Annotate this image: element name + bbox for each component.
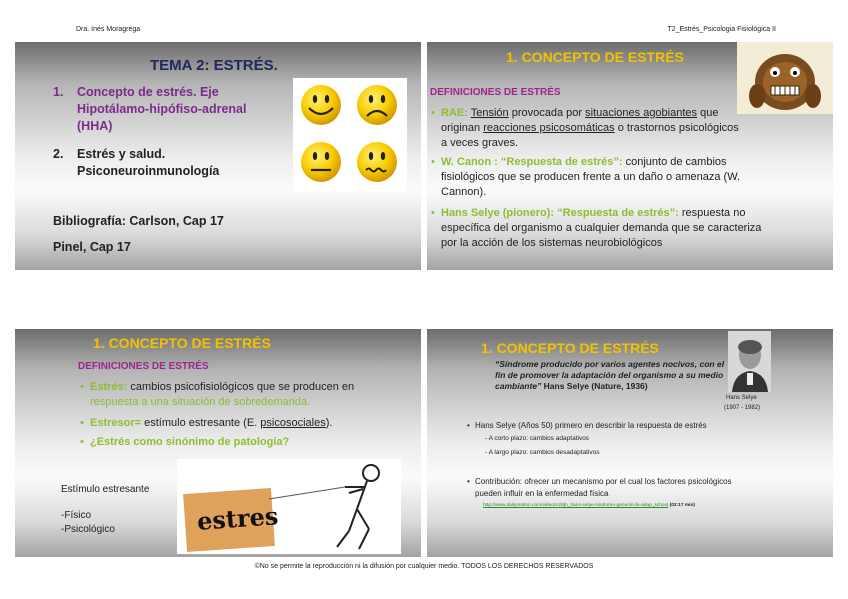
definition-estres: • Estrés: cambios psicofisiológicos que se producen en respuesta a una situación de sobredemanda. bbox=[80, 381, 355, 408]
question-pathology: • ¿Estrés como sinónimo de patología? bbox=[80, 436, 290, 448]
stimulus-label: Estímulo estresante bbox=[61, 484, 150, 495]
worried-face-icon bbox=[357, 142, 397, 182]
question-text: ¿Estrés como sinónimo de patología? bbox=[90, 436, 290, 448]
slide-definiciones-1 bbox=[427, 42, 833, 270]
rae-text-3: o trastornos psicológicos a veces graves. bbox=[441, 122, 739, 149]
bullet-contribution-text: Contribución: ofrecer un mecanismo por el cual los factores psicológicos pueden influir en la enfermedad física bbox=[475, 477, 732, 498]
slide-title: 1. CONCEPTO DE ESTRÉS bbox=[506, 49, 684, 65]
estresor-end: ). bbox=[325, 417, 333, 429]
bibliography-1: Bibliografía: Carlson, Cap 17 bbox=[53, 214, 224, 228]
header-course: T2_Estrés_Psicologia Fisiológica II bbox=[667, 26, 776, 33]
agenda-number: 1. bbox=[53, 85, 64, 99]
definition-selye: • Hans Selye (pionero): “Respuesta de estrés”: respuesta no específica del organismo a cualquier demanda que se caracteriza por la acción de los sistemas neurobiológicos bbox=[431, 207, 762, 249]
rae-situaciones: situaciones agobiantes bbox=[585, 107, 698, 119]
cannon-text: conjunto de cambios fisiológicos que se producen frente a un daño o amenaza (W. Cannon). bbox=[441, 156, 741, 198]
bullet-selye-text: Hans Selye (Años 50) primero en describir la respuesta de estrés bbox=[475, 421, 707, 430]
quote-year: (Nature, 1936) bbox=[589, 381, 648, 391]
agenda-item-1 bbox=[53, 84, 63, 101]
card-word: estres bbox=[196, 501, 280, 536]
quote-author: Hans Selye bbox=[541, 381, 590, 391]
estresor-underlined: psicosociales bbox=[260, 417, 326, 429]
slide-title: 1. CONCEPTO DE ESTRÉS bbox=[93, 335, 271, 351]
slide-definiciones-2 bbox=[15, 329, 421, 557]
slide-title: TEMA 2: ESTRÉS. bbox=[150, 57, 278, 74]
bullet-selye: • Hans Selye (Años 50) primero en describir la respuesta de estrés bbox=[467, 421, 707, 430]
emotion-faces-image bbox=[293, 78, 407, 192]
estres-label: Estrés: bbox=[90, 381, 128, 393]
selye-quote bbox=[495, 359, 730, 392]
bullet-long-term: - A largo plazo: cambios desadaptativos bbox=[485, 449, 600, 456]
slide-subtitle: DEFINICIONES DE ESTRÉS bbox=[78, 361, 209, 372]
slide-hans-selye bbox=[427, 329, 833, 557]
cannon-label: W. Canon : “Respuesta de estrés”: bbox=[441, 156, 623, 168]
estres-green: respuesta a una situación de sobredemanda. bbox=[90, 396, 311, 408]
agenda-text-1: Concepto de estrés. Eje Hipotálamo-hipófiso-adrenal (HHA) bbox=[77, 85, 247, 133]
agenda-text-2: Estrés y salud. Psiconeuroinmunología bbox=[77, 147, 220, 178]
definition-rae: • RAE: Tensión provocada por situaciones agobiantes que originan reacciones psicosomáticas o trastornos psicológicos a veces graves. bbox=[431, 107, 739, 149]
slide-subtitle: DEFINICIONES DE ESTRÉS bbox=[430, 87, 561, 98]
agenda-item-2: 2. bbox=[53, 147, 64, 161]
slide-title: 1. CONCEPTO DE ESTRÉS bbox=[481, 340, 659, 356]
rae-tension: Tensión bbox=[470, 107, 509, 119]
sad-face-icon bbox=[357, 85, 397, 125]
stimulus-psychological: -Psicológico bbox=[61, 524, 115, 535]
estresor-text: estímulo estresante (E. bbox=[141, 417, 261, 429]
estresor-label: Estresor= bbox=[90, 417, 142, 429]
header-author: Dra. Inés Moragrega bbox=[76, 26, 141, 33]
video-link[interactable]: http://www.dailymotion.com/video/x1l8jh_hans-selye-sindrome-general-de-adap_school bbox=[483, 503, 669, 508]
selye-label: Hans Selye (pionero): “Respuesta de estrés”: bbox=[441, 207, 679, 219]
bullet-short-term: - A corto plazo: cambios adaptativos bbox=[485, 435, 590, 442]
rae-label: RAE: bbox=[441, 107, 468, 119]
video-duration: (02:17 min) bbox=[668, 503, 695, 508]
photo-caption-name: Hans Selye bbox=[726, 395, 757, 401]
estres-text: cambios psicofisiológicos que se producen en bbox=[127, 381, 355, 393]
stimulus-physical: -Físico bbox=[61, 510, 91, 521]
definition-cannon: • W. Canon : “Respuesta de estrés”: conjunto de cambios fisiológicos que se producen frente a un daño o amenaza (W. Cannon). bbox=[431, 156, 741, 198]
copyright-footer: ©No se permite la reproducción ni la difusión por cualquier medio. TODOS LOS DERECHOS RESERVADOS bbox=[254, 563, 594, 570]
happy-face-icon bbox=[301, 85, 341, 125]
photo-caption-years: (1907 - 1982) bbox=[724, 405, 761, 411]
rae-text-2: que originan bbox=[441, 107, 719, 134]
selye-text: respuesta no específica del organismo a cualquier demanda que se caracteriza por la acción de los sistemas neurobiológicos bbox=[441, 207, 762, 249]
neutral-face-icon bbox=[301, 142, 341, 182]
rae-reacciones: reacciones psicosomáticas bbox=[483, 122, 615, 134]
hans-selye-photo bbox=[728, 331, 771, 392]
bibliography-2: Pinel, Cap 17 bbox=[53, 240, 131, 254]
stickman-pulling-card-image bbox=[177, 459, 401, 554]
slide-tema2 bbox=[15, 42, 421, 270]
rae-text-1: provocada por bbox=[508, 107, 586, 119]
video-link-row bbox=[483, 503, 695, 508]
stressed-creature-image bbox=[737, 42, 833, 114]
bullet-contribution: • Contribución: ofrecer un mecanismo por el cual los factores psicológicos pueden influir en la enfermedad física bbox=[467, 477, 732, 498]
quote-text: “Síndrome producido por varios agentes nocivos, con el fin de promover la adaptación del organismo a su medio cambiante” bbox=[495, 359, 725, 391]
definition-estresor: • Estresor= estímulo estresante (E. psicosociales). bbox=[80, 417, 333, 429]
